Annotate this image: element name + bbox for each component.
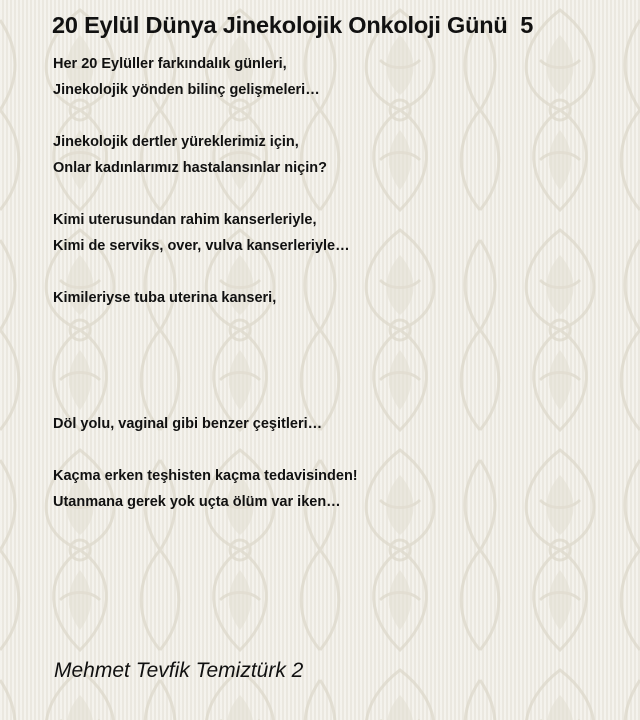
poem-author: Mehmet Tevfik Temiztürk 2 [54,659,304,682]
poem-line: Kimi de serviks, over, vulva kanserleriyle… [53,238,350,254]
poem-line: Kaçma erken teşhisten kaçma tedavisinden! [53,468,358,484]
poem-line: Utanmana gerek yok uçta ölüm var iken… [53,494,341,510]
poem-line: Onlar kadınlarımız hastalansınlar niçin? [53,160,327,176]
poem-line: Jinekolojik dertler yüreklerimiz için, [53,134,299,150]
poem-line: Kimi uterusundan rahim kanserleriyle, [53,212,317,228]
poem-line: Kimileriyse tuba uterina kanseri, [53,290,277,306]
poem-title: 20 Eylül Dünya Jinekolojik Onkoloji Günü 5 [52,12,534,38]
poem-line: Döl yolu, vaginal gibi benzer çeşitleri… [53,416,323,432]
poem-line: Jinekolojik yönden bilinç gelişmeleri… [53,82,320,98]
poem-line: Her 20 Eylüller farkındalık günleri, [53,56,287,72]
